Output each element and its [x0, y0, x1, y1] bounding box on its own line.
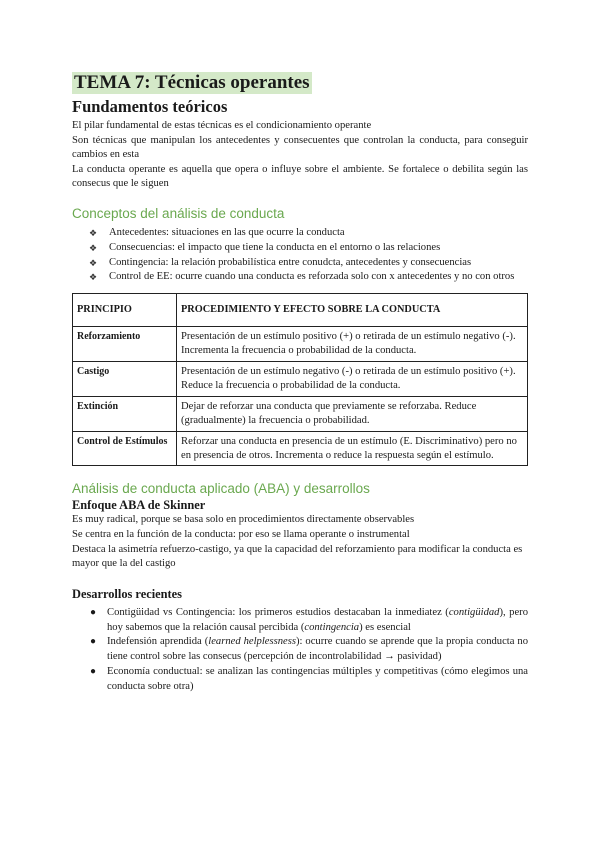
aba-heading: Análisis de conducta aplicado (ABA) y desarrollos: [72, 481, 370, 497]
list-item: ● Indefensión aprendida (learned helplessness): ocurre cuando se aprende que la propia conducta no tiene control sobre las consecus (percepción de incontrolabilidad → pasividad): [90, 636, 528, 663]
bullet-icon: ●: [90, 665, 97, 677]
aba-paragraph-2: Se centra en la función de la conducta: por eso se llama operante o instrumental: [72, 528, 410, 540]
list-item: ❖ Antecedentes: situaciones en las que ocurre la conducta: [89, 226, 528, 241]
document-page: [72, 72, 528, 695]
diamond-bullet-icon: ❖: [89, 242, 98, 253]
aba-subheading: Enfoque ABA de Skinner: [72, 498, 206, 513]
diamond-bullet-icon: ❖: [89, 227, 98, 238]
list-item: ● Economía conductual: se analizan las contingencias múltiples y competitivas (cómo elegimos una conducta sobre otra): [90, 665, 528, 692]
fundamentos-paragraph-1: El pilar fundamental de estas técnicas es el condicionamiento operante: [72, 120, 372, 131]
fundamentos-heading: Fundamentos teóricos: [72, 97, 228, 116]
principles-table: [72, 293, 528, 466]
principle-cell: Extinción: [73, 397, 177, 432]
fundamentos-paragraph-2: Son técnicas que manipulan los antecedentes y consecuentes que controlan la conducta, para conseguir cambios en esta: [72, 134, 528, 161]
table-row: [73, 362, 528, 397]
list-item: ❖ Consecuencias: el impacto que tiene la conducta en el entorno o las relaciones: [89, 241, 528, 256]
table-row: [73, 432, 528, 466]
header-procedimiento: PROCEDIMIENTO Y EFECTO SOBRE LA CONDUCTA: [177, 294, 528, 327]
header-principio: PRINCIPIO: [73, 294, 177, 327]
list-item: ● Contigüidad vs Contingencia: los primeros estudios destacaban la inmediatez (contigüidad), pero hoy sabemos que la relación causal percibida (contingencia) es esencial: [90, 606, 528, 633]
page-title: TEMA 7: Técnicas operantes: [74, 72, 310, 93]
bullet-icon: ●: [90, 636, 97, 648]
diamond-bullet-icon: ❖: [89, 257, 98, 268]
aba-paragraph-1: Es muy radical, porque se basa solo en procedimientos directamente observables: [72, 514, 415, 526]
principle-cell: Reforzamiento: [73, 327, 177, 362]
aba-paragraph-3: Destaca la asimetría refuerzo-castigo, ya que la capacidad del reforzamiento para modificar la conducta es mayor que la del castigo: [72, 543, 523, 570]
desarrollos-list: [72, 606, 528, 695]
diamond-bullet-icon: ❖: [89, 272, 98, 283]
procedure-cell: Presentación de un estímulo positivo (+) o retirada de un estímulo negativo (-). Incrementa la frecuencia o probabilidad de la conducta.: [177, 327, 528, 362]
table-header-row: [73, 294, 528, 327]
procedure-cell: Presentación de un estímulo negativo (-) o retirada de un estímulo positivo (+). Reduce la frecuencia o probabilidad de la conducta.: [177, 362, 528, 397]
bullet-icon: ●: [90, 606, 97, 618]
principle-cell: Control de Estímulos: [73, 432, 177, 466]
principle-cell: Castigo: [73, 362, 177, 397]
conceptos-heading: Conceptos del análisis de conducta: [72, 205, 285, 221]
desarrollos-heading: Desarrollos recientes: [72, 586, 182, 601]
procedure-cell: Dejar de reforzar una conducta que previamente se reforzaba. Reduce (gradualmente) la frecuencia o probabilidad.: [177, 397, 528, 432]
conceptos-list: [72, 226, 528, 285]
fundamentos-paragraph-3: La conducta operante es aquella que opera o influye sobre el ambiente. Se fortalece o debilita según las consecus que le siguen: [72, 163, 528, 190]
table-row: [73, 327, 528, 362]
list-item: ❖ Contingencia: la relación probabilística entre conudcta, antecedentes y consecuencias: [89, 256, 528, 271]
procedure-cell: Reforzar una conducta en presencia de un estímulo (E. Discriminativo) pero no en presencia de otros. Incrementa o reduce la respuesta según el estímulo.: [177, 432, 528, 466]
list-item: ❖ Control de EE: ocurre cuando una conducta es reforzada solo con x antecedentes y no con otros: [89, 270, 528, 285]
table-row: [73, 397, 528, 432]
